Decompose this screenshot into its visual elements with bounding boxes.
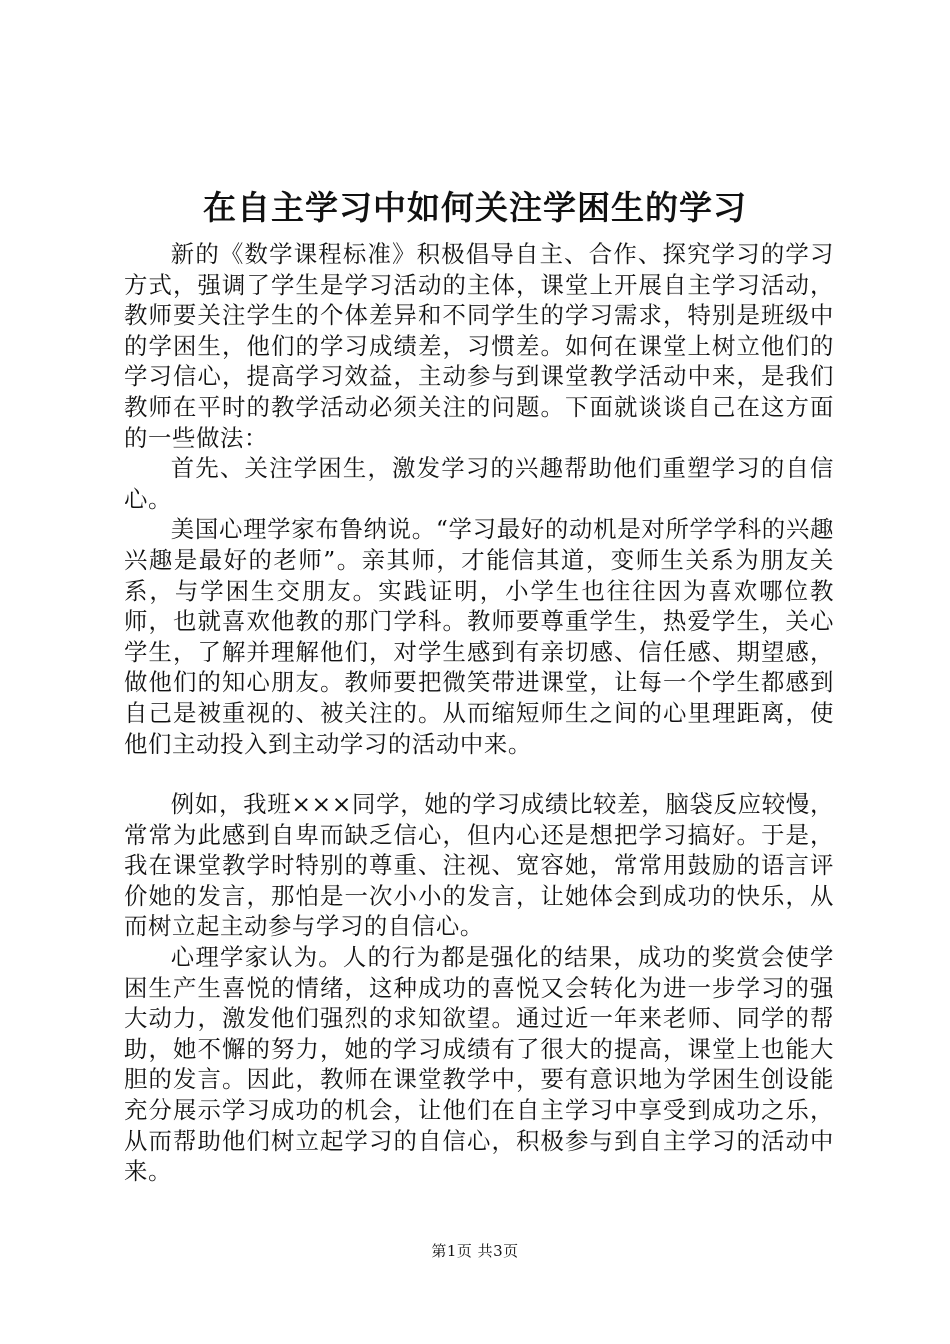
paragraph-example: 例如，我班×××同学，她的学习成绩比较差，脑袋反应较慢，常常为此感到自卑而缺乏信心，但内心还是想把学习搞好。于是，我在课堂教学时特别的尊重、注视、宽容她，常常用鼓励的语言评价她的发言，那怕是一次小小的发言，让她体会到成功的快乐，从而树立起主动参与学习的自信心。	[124, 790, 834, 941]
page-footer: 第1页 共3页	[431, 1242, 519, 1260]
paragraph-psychology: 心理学家认为。人的行为都是强化的结果，成功的奖赏会使学困生产生喜悦的情绪，这种成功的喜悦又会转化为进一步学习的强大动力，激发他们强烈的求知欲望。通过近一年来老师、同学的帮助，她不懈的努力，她的学习成绩有了很大的提高，课堂上也能大胆的发言。因此，教师在课堂教学中，要有意识地为学困生创设能充分展示学习成功的机会，让他们在自主学习中享受到成功之乐，从而帮助他们树立起学习的自信心，积极参与到自主学习的活动中来。	[124, 943, 834, 1186]
paragraph-spacer	[124, 759, 834, 789]
paragraph-bruner-quote: 美国心理学家布鲁纳说。“学习最好的动机是对所学学科的兴趣兴趣是最好的老师”。亲其师，才能信其道，变师生关系为朋友关系，与学困生交朋友。实践证明，小学生也往往因为喜欢哪位教师，也就喜欢他教的那门学科。教师要尊重学生，热爱学生，关心学生，了解并理解他们，对学生感到有亲切感、信任感、期望感，做他们的知心朋友。教师要把微笑带进课堂，让每一个学生都感到自己是被重视的、被关注的。从而缩短师生之间的心里理距离，使他们主动投入到主动学习的活动中来。	[124, 515, 834, 758]
document-title: 在自主学习中如何关注学困生的学习	[203, 188, 747, 227]
paragraph-first-point: 首先、关注学困生，激发学习的兴趣帮助他们重塑学习的自信心。	[124, 454, 834, 513]
document-body	[124, 239, 834, 1187]
paragraph-intro: 新的《数学课程标准》积极倡导自主、合作、探究学习的学习方式，强调了学生是学习活动的主体，课堂上开展自主学习活动，教师要关注学生的个体差异和不同学生的学习需求，特别是班级中的学困生，他们的学习成绩差，习惯差。如何在课堂上树立他们的学习信心，提高学习效益，主动参与到课堂教学活动中来，是我们教师在平时的教学活动必须关注的问题。下面就谈谈自己在这方面的一些做法：	[124, 240, 834, 452]
